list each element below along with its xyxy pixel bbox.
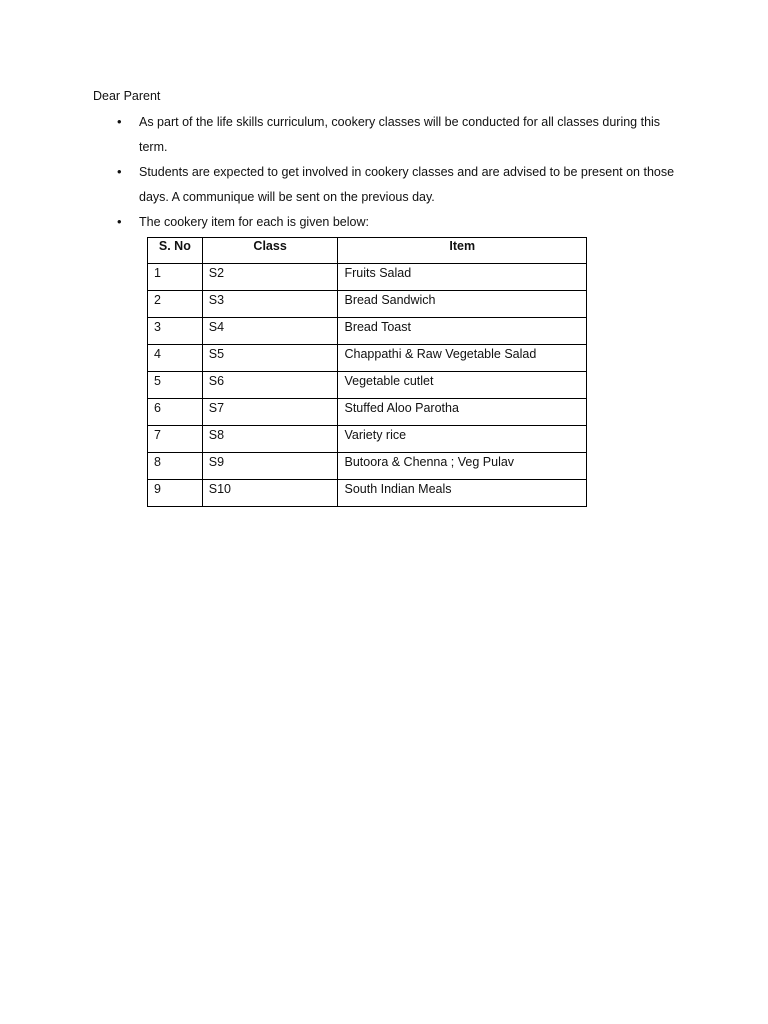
table-row (148, 453, 587, 480)
bullet-dot-icon: • (117, 214, 122, 229)
bullet-text: The cookery item for each is given below: (139, 215, 369, 229)
cell-class: S5 (202, 345, 338, 372)
cell-class: S9 (202, 453, 338, 480)
table-row (148, 345, 587, 372)
cell-item: South Indian Meals (338, 480, 587, 507)
cell-item: Bread Toast (338, 318, 587, 345)
cell-item: Bread Sandwich (338, 291, 587, 318)
salutation: Dear Parent (93, 89, 161, 103)
bullet-dot-icon: • (117, 114, 122, 129)
table-row (148, 426, 587, 453)
bullet-item (115, 160, 675, 209)
bullet-text: As part of the life skills curriculum, cookery classes will be conducted for all classes during this term. (139, 115, 661, 154)
bullet-item (115, 110, 675, 159)
table-row (148, 318, 587, 345)
header-item: Item (338, 238, 587, 264)
table-row (148, 399, 587, 426)
cell-item: Stuffed Aloo Parotha (338, 399, 587, 426)
table-row (148, 372, 587, 399)
cell-sno: 1 (148, 264, 203, 291)
cell-class: S3 (202, 291, 338, 318)
cell-sno: 9 (148, 480, 203, 507)
cell-item: Vegetable cutlet (338, 372, 587, 399)
bullet-text: Students are expected to get involved in cookery classes and are advised to be present on those days. A communique will be sent on the previous day. (139, 165, 675, 204)
bullet-list (115, 110, 675, 236)
cell-sno: 4 (148, 345, 203, 372)
header-sno: S. No (148, 238, 203, 264)
cell-class: S8 (202, 426, 338, 453)
table-row (148, 480, 587, 507)
cell-class: S6 (202, 372, 338, 399)
cell-sno: 6 (148, 399, 203, 426)
cell-class: S2 (202, 264, 338, 291)
cell-item: Chappathi & Raw Vegetable Salad (338, 345, 587, 372)
cell-sno: 3 (148, 318, 203, 345)
cell-class: S4 (202, 318, 338, 345)
bullet-item (115, 210, 675, 235)
cookery-schedule-table (147, 237, 587, 507)
cell-item: Fruits Salad (338, 264, 587, 291)
cell-class: S7 (202, 399, 338, 426)
cell-class: S10 (202, 480, 338, 507)
cell-item: Variety rice (338, 426, 587, 453)
header-class: Class (202, 238, 338, 264)
cell-sno: 2 (148, 291, 203, 318)
table-header-row (148, 238, 587, 264)
cell-item: Butoora & Chenna ; Veg Pulav (338, 453, 587, 480)
cell-sno: 5 (148, 372, 203, 399)
cell-sno: 8 (148, 453, 203, 480)
cell-sno: 7 (148, 426, 203, 453)
bullet-dot-icon: • (117, 164, 122, 179)
table-row (148, 264, 587, 291)
table-row (148, 291, 587, 318)
